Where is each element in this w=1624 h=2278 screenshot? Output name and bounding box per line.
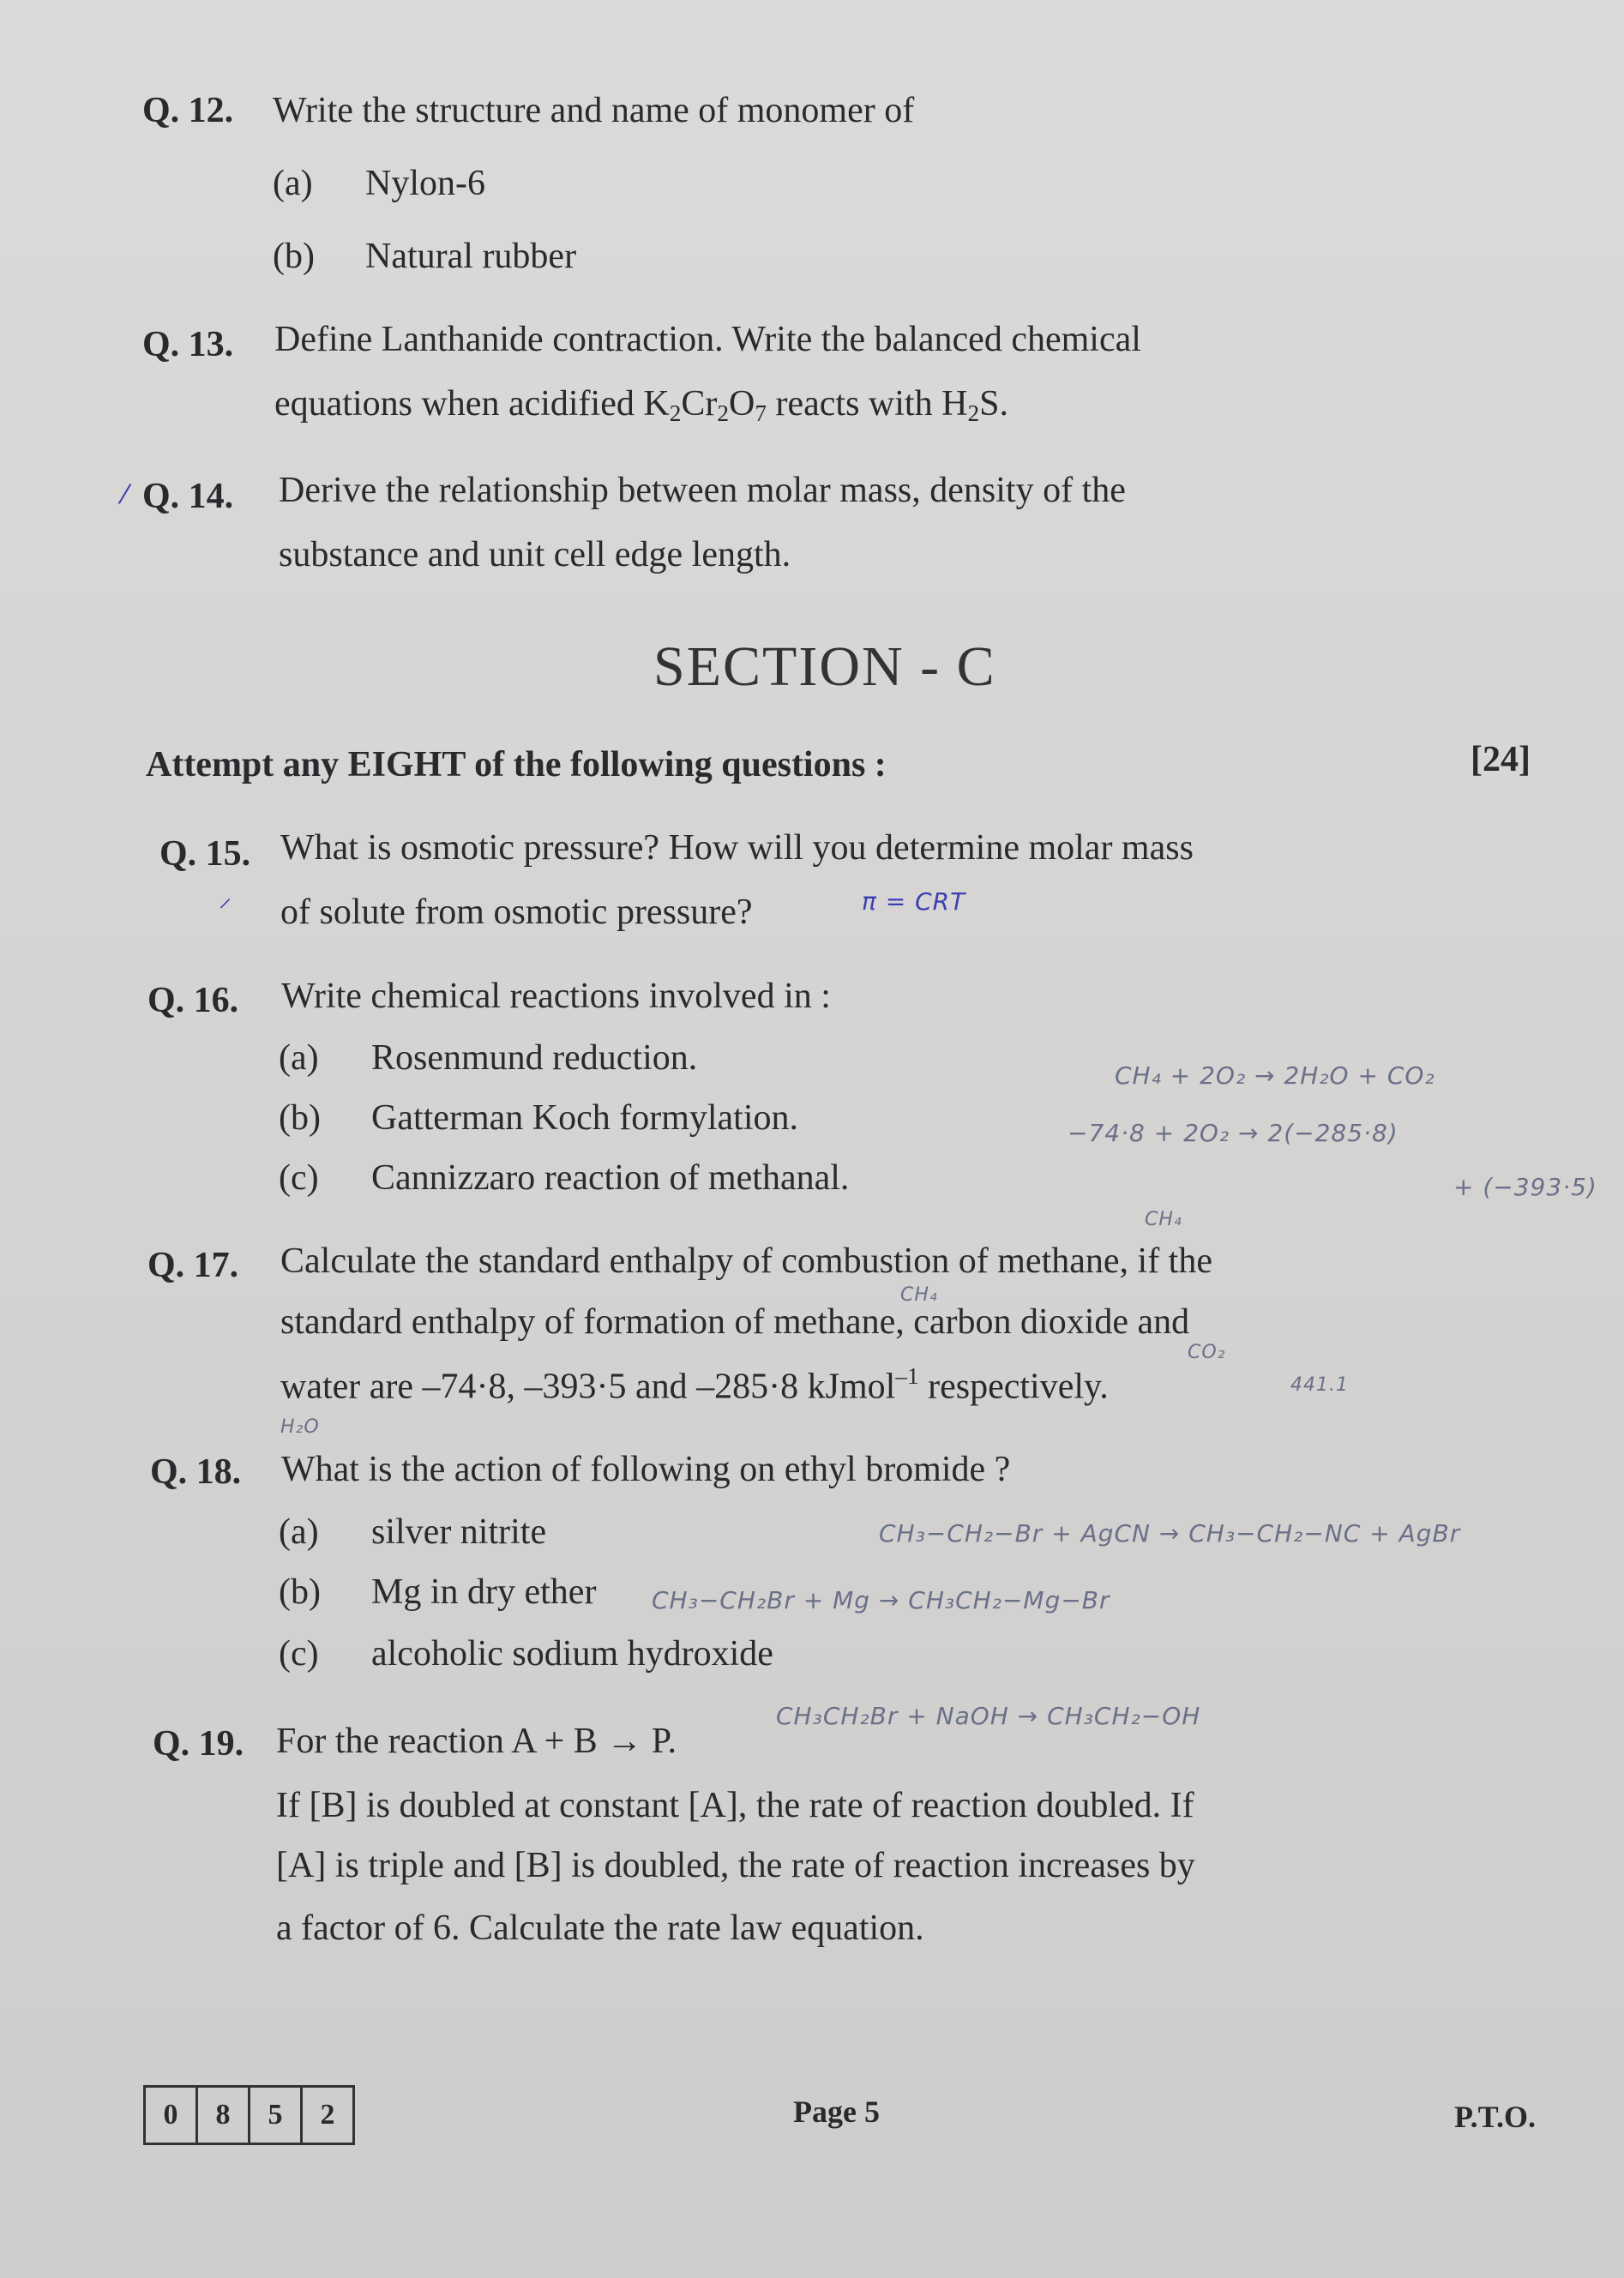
q13-label: Q. 13. <box>142 325 234 364</box>
q16-label: Q. 16. <box>147 981 239 1020</box>
section-title: SECTION - C <box>653 635 996 698</box>
q15-line1: What is osmotic pressure? How will you determine molar mass <box>280 828 1194 868</box>
q13-line2-a: equations when acidified K <box>274 384 670 424</box>
q19-label: Q. 19. <box>153 1724 244 1764</box>
option-text: Natural rubber <box>365 237 577 276</box>
q13-line2 <box>274 383 1008 427</box>
q19-line2: If [B] is doubled at constant [A], the rate of reaction doubled. If <box>276 1786 1194 1825</box>
option-text: Rosenmund reduction. <box>371 1038 698 1078</box>
q16-option-b <box>279 1097 798 1139</box>
pto-label: P.T.O. <box>1454 2100 1537 2134</box>
q14-line1: Derive the relationship between molar mass, density of the <box>279 471 1126 510</box>
code-digit: 8 <box>198 2088 250 2143</box>
q16-handwritten-eq3: + (−393·5) <box>1453 1173 1597 1201</box>
q18-handwritten-c: CH₃CH₂Br + NaOH → CH₃CH₂−OH <box>776 1702 1201 1730</box>
q17-handwritten-ch4-a: CH₄ <box>1145 1209 1182 1230</box>
code-digit: 0 <box>146 2088 198 2143</box>
chem-cr: Cr <box>681 384 718 424</box>
code-digit: 2 <box>320 2099 335 2131</box>
q17-line2: standard enthalpy of formation of methane, carbon dioxide and <box>280 1302 1190 1342</box>
q16-option-a <box>279 1037 697 1079</box>
q12-option-a <box>273 163 485 204</box>
q13-line1: Define Lanthanide contraction. Write the balanced chemical <box>274 320 1141 359</box>
q14-label: Q. 14. <box>142 477 234 516</box>
option-label: (a) <box>279 1038 319 1078</box>
q17-line3-a: water are –74·8, –393·5 and –285·8 kJmol <box>280 1367 896 1407</box>
option-text: Mg in dry ether <box>371 1572 597 1612</box>
q19-line3: [A] is triple and [B] is doubled, the rate of reaction increases by <box>276 1846 1195 1885</box>
option-text: Gatterman Koch formylation. <box>371 1098 799 1138</box>
section-marks: [24] <box>1471 740 1531 779</box>
q18-option-c <box>279 1633 773 1674</box>
option-text: Cannizzaro reaction of methanal. <box>371 1158 850 1198</box>
q16-option-c <box>279 1157 849 1199</box>
tick-mark-icon: ⁄ <box>123 480 128 510</box>
cr-subscript: 2 <box>717 400 729 426</box>
q17-line3-sup: –1 <box>895 1363 919 1389</box>
q18-handwritten-a: CH₃−CH₂−Br + AgCN → CH₃−CH₂−NC + AgBr <box>879 1519 1461 1548</box>
q13-line2-c: S. <box>979 384 1008 424</box>
q13-line2-b: reacts with H <box>775 384 968 424</box>
option-label: (b) <box>279 1098 321 1138</box>
option-label: (a) <box>279 1512 319 1552</box>
q17-line3 <box>280 1363 1109 1407</box>
q19-line1: For the reaction A + B → P. <box>276 1722 677 1761</box>
chem-o: O <box>729 384 755 424</box>
q17-label: Q. 17. <box>147 1246 239 1285</box>
option-label: (c) <box>279 1634 319 1674</box>
q15-handwritten-formula: π = CRT <box>862 887 966 916</box>
paper-code-box <box>143 2085 355 2145</box>
o-subscript: 7 <box>755 400 767 426</box>
option-label: (b) <box>273 237 315 276</box>
q17-handwritten-h2o: H₂O <box>280 1416 320 1438</box>
section-instruction: Attempt any EIGHT of the following questions : <box>146 745 887 784</box>
q17-line1: Calculate the standard enthalpy of combustion of methane, if the <box>280 1241 1212 1281</box>
code-digit: 5 <box>250 2088 303 2143</box>
q16-handwritten-eq2: −74·8 + 2O₂ → 2(−285·8) <box>1068 1119 1398 1147</box>
q15-line2: of solute from osmotic pressure? <box>280 893 753 932</box>
q12-label: Q. 12. <box>142 91 234 130</box>
q18-text: What is the action of following on ethyl bromide ? <box>281 1450 1011 1489</box>
tick-mark-icon: ⸝ <box>219 883 232 913</box>
page-number: Page 5 <box>793 2095 880 2129</box>
q17-handwritten-sum: 441.1 <box>1290 1374 1349 1396</box>
q12-text: Write the structure and name of monomer of <box>273 91 915 130</box>
q17-handwritten-co2: CO₂ <box>1188 1342 1226 1363</box>
q18-label: Q. 18. <box>150 1452 242 1492</box>
h-subscript: 2 <box>967 400 980 426</box>
q17-handwritten-ch4-b: CH₄ <box>900 1284 938 1306</box>
q14-line2: substance and unit cell edge length. <box>279 535 791 574</box>
q16-handwritten-eq1: CH₄ + 2O₂ → 2H₂O + CO₂ <box>1115 1061 1435 1090</box>
option-label: (c) <box>279 1158 319 1198</box>
k-subscript: 2 <box>669 400 682 426</box>
option-text: alcoholic sodium hydroxide <box>371 1634 773 1674</box>
option-text: Nylon-6 <box>365 164 485 203</box>
q18-option-a <box>279 1512 546 1553</box>
q18-handwritten-b: CH₃−CH₂Br + Mg → CH₃CH₂−Mg−Br <box>652 1586 1110 1614</box>
q16-text: Write chemical reactions involved in : <box>281 977 831 1016</box>
q18-option-b <box>279 1572 596 1613</box>
q15-label: Q. 15. <box>159 834 251 874</box>
q17-line3-b: respectively. <box>918 1367 1109 1407</box>
q19-line4: a factor of 6. Calculate the rate law equation. <box>276 1908 924 1948</box>
option-label: (a) <box>273 164 313 203</box>
option-label: (b) <box>279 1572 321 1612</box>
option-text: silver nitrite <box>371 1512 547 1552</box>
q12-option-b <box>273 236 576 277</box>
